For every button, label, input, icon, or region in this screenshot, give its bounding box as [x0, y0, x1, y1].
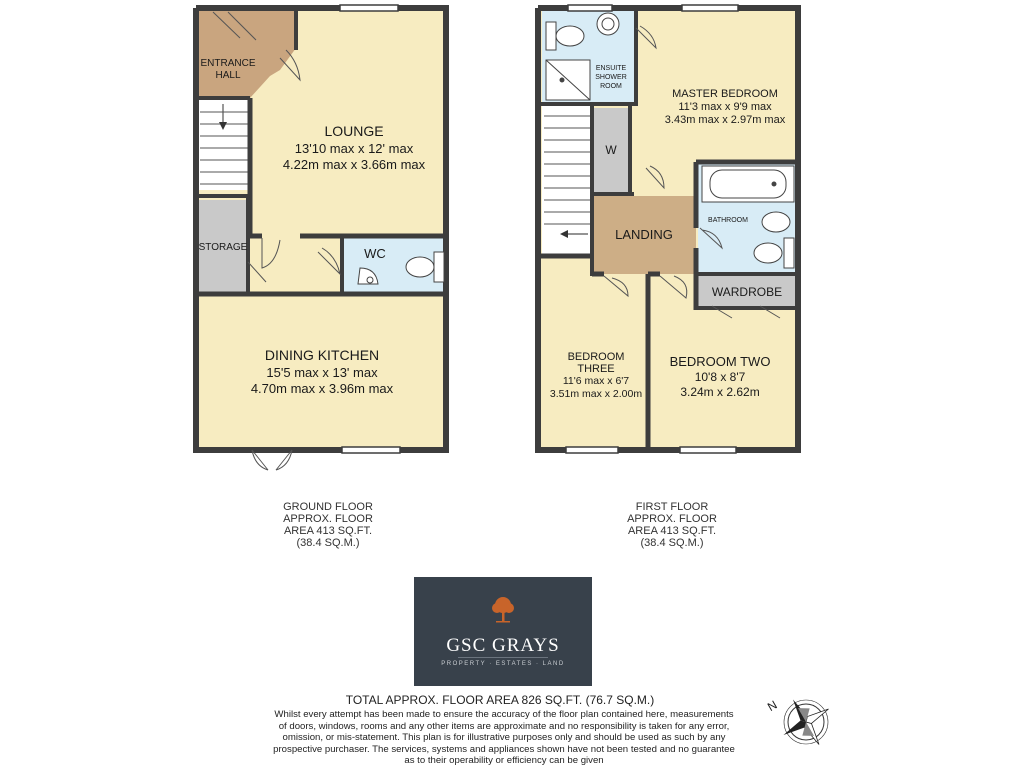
landing-label: LANDING	[615, 227, 673, 242]
disclaimer-line: prospective purchaser. The services, systems and appliances shown have not been tested and no guarantee	[273, 743, 735, 755]
disclaimer-line: as to their operability or efficiency can be given	[404, 755, 604, 767]
lounge-metric: 4.22m max x 3.66m max	[282, 157, 426, 172]
storage-label: STORAGE	[198, 242, 248, 253]
bathroom-label: BATHROOM	[708, 217, 748, 224]
ground-floor-caption-line4: (38.4 SQ.M.)	[296, 537, 360, 549]
logo-brand-name: GSC GRAYS	[446, 635, 560, 656]
wc-label: WC	[364, 246, 386, 261]
lounge-imperial: 13'10 max x 12' max	[294, 141, 414, 156]
first-floor-caption	[572, 501, 772, 549]
bedroom-three-imperial: 11'6 max x 6'7	[562, 375, 630, 387]
ground-floor-caption-line3: AREA 413 SQ.FT.	[283, 525, 373, 537]
master-bedroom-imperial: 11'3 max x 9'9 max	[678, 101, 772, 113]
bedroom-three-label-line1: BEDROOM	[567, 351, 625, 363]
entrance-hall-label-line1: ENTRANCE	[200, 58, 256, 69]
entrance-hall-label-line2: HALL	[215, 70, 241, 81]
dining-kitchen-imperial: 15'5 max x 13' max	[266, 365, 378, 380]
bedroom-two-label: BEDROOM TWO	[669, 354, 771, 369]
ensuite-label-line3: ROOM	[600, 83, 622, 90]
ensuite-label-line1: ENSUITE	[595, 65, 627, 72]
logo-divider	[458, 657, 548, 658]
lounge-label: LOUNGE	[324, 123, 384, 139]
dining-kitchen-label: DINING KITCHEN	[264, 347, 380, 363]
ground-floor-caption-line1: GROUND FLOOR	[283, 501, 373, 513]
first-floor-caption-line2: APPROX. FLOOR	[627, 513, 717, 525]
bedroom-three-metric: 3.51m max x 2.00m	[549, 388, 643, 400]
w-label: W	[605, 143, 617, 157]
disclaimer-text	[258, 709, 750, 767]
dining-kitchen-metric: 4.70m max x 3.96m max	[250, 381, 394, 396]
disclaimer-line: omission, or mis-statement. This plan is for illustrative purposes only and should be used as such by any	[282, 732, 726, 744]
first-floor-caption-line4: (38.4 SQ.M.)	[640, 537, 704, 549]
total-floor-area: TOTAL APPROX. FLOOR AREA 826 SQ.FT. (76.7 SQ.M.)	[345, 693, 655, 707]
wardrobe-label: WARDROBE	[711, 285, 783, 299]
compass-north-label: N	[765, 697, 780, 715]
tree-icon	[488, 595, 518, 625]
compass-rose	[770, 686, 841, 757]
first-floor-caption-line3: AREA 413 SQ.FT.	[627, 525, 717, 537]
ground-floor-caption-line2: APPROX. FLOOR	[283, 513, 373, 525]
bedroom-two-metric: 3.24m x 2.62m	[680, 385, 760, 399]
ground-floor-caption	[228, 501, 428, 549]
bedroom-two-imperial: 10'8 x 8'7	[694, 370, 746, 384]
logo-tagline: PROPERTY · ESTATES · LAND	[441, 661, 565, 667]
disclaimer-line: Whilst every attempt has been made to ensure the accuracy of the floor plan contained here, measurements	[274, 709, 734, 720]
master-bedroom-label: MASTER BEDROOM	[672, 88, 778, 100]
first-floor-caption-line1: FIRST FLOOR	[635, 501, 709, 513]
disclaimer-line: of doors, windows, rooms and any other items are approximate and no responsibility is taken for any error,	[278, 720, 730, 732]
bedroom-three-label-line2: THREE	[577, 363, 615, 375]
master-bedroom-metric: 3.43m max x 2.97m max	[664, 114, 786, 126]
ensuite-label-line2: SHOWER	[595, 74, 627, 81]
agent-logo	[414, 577, 592, 686]
